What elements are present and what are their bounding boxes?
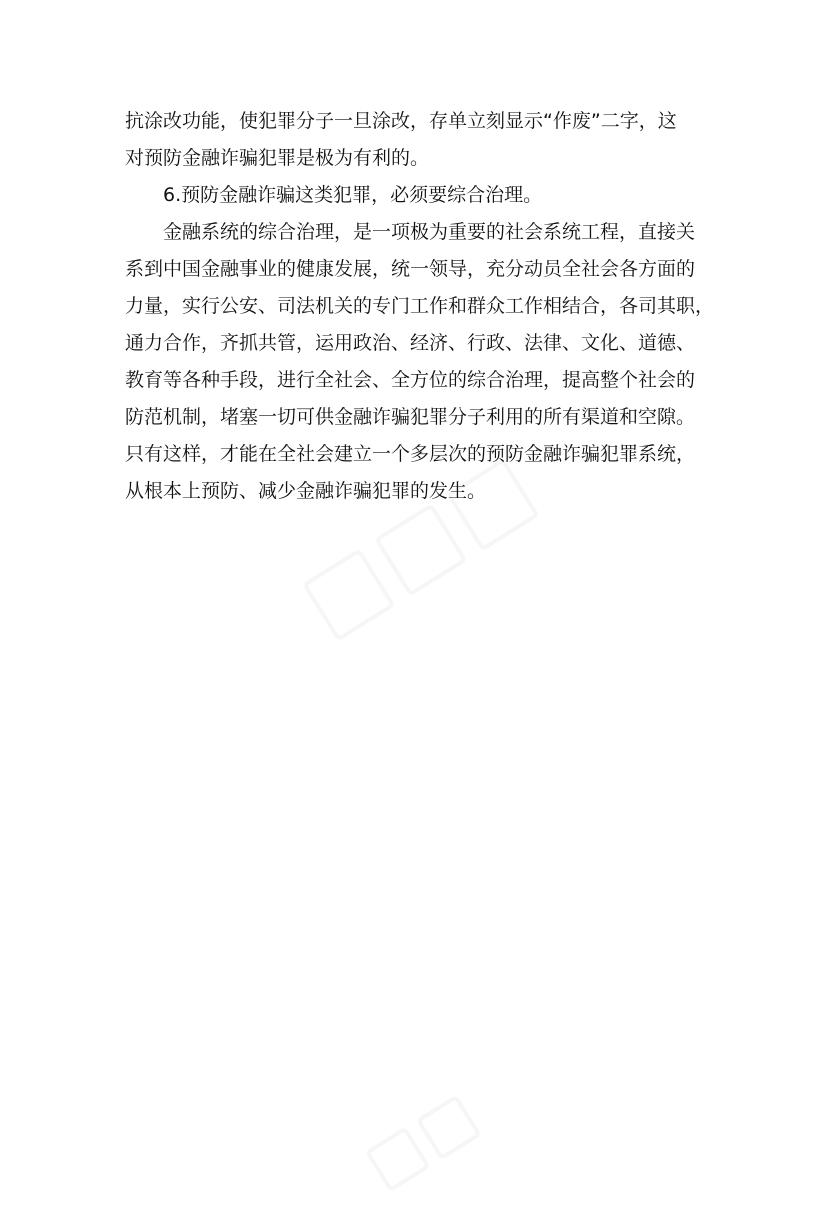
text-line: 防范机制，堵塞一切可供金融诈骗犯罪分子利用的所有渠道和空隙。 <box>125 406 696 428</box>
text-line: 力量，实行公安、司法机关的专门工作和群众工作相结合，各司其职， <box>125 295 715 317</box>
text-line: 只有这样，才能在全社会建立一个多层次的预防金融诈骗犯罪系统， <box>125 443 696 465</box>
document-body <box>125 103 715 510</box>
text-line: 金融系统的综合治理，是一项极为重要的社会系统工程，直接关 <box>163 221 696 243</box>
text-line: 抗涂改功能，使犯罪分子一旦涂改，存单立刻显示“作废”二字，这 <box>125 110 677 132</box>
text-line: 6.预防金融诈骗这类犯罪，必须要综合治理。 <box>163 184 543 206</box>
paragraph-1 <box>125 103 715 177</box>
text-line: 系到中国金融事业的健康发展，统一领导，充分动员全社会各方面的 <box>125 258 696 280</box>
paragraph-2 <box>125 177 715 214</box>
watermark-graphic-bottom <box>356 1072 523 1208</box>
text-line: 对预防金融诈骗犯罪是极为有利的。 <box>125 147 430 169</box>
paragraph-3 <box>125 214 715 510</box>
text-line: 从根本上预防、减少金融诈骗犯罪的发生。 <box>125 480 487 502</box>
text-line: 教育等各种手段，进行全社会、全方位的综合治理，提高整个社会的 <box>125 369 696 391</box>
text-line: 通力合作，齐抓共管，运用政治、经济、行政、法律、文化、道德、 <box>125 332 696 354</box>
